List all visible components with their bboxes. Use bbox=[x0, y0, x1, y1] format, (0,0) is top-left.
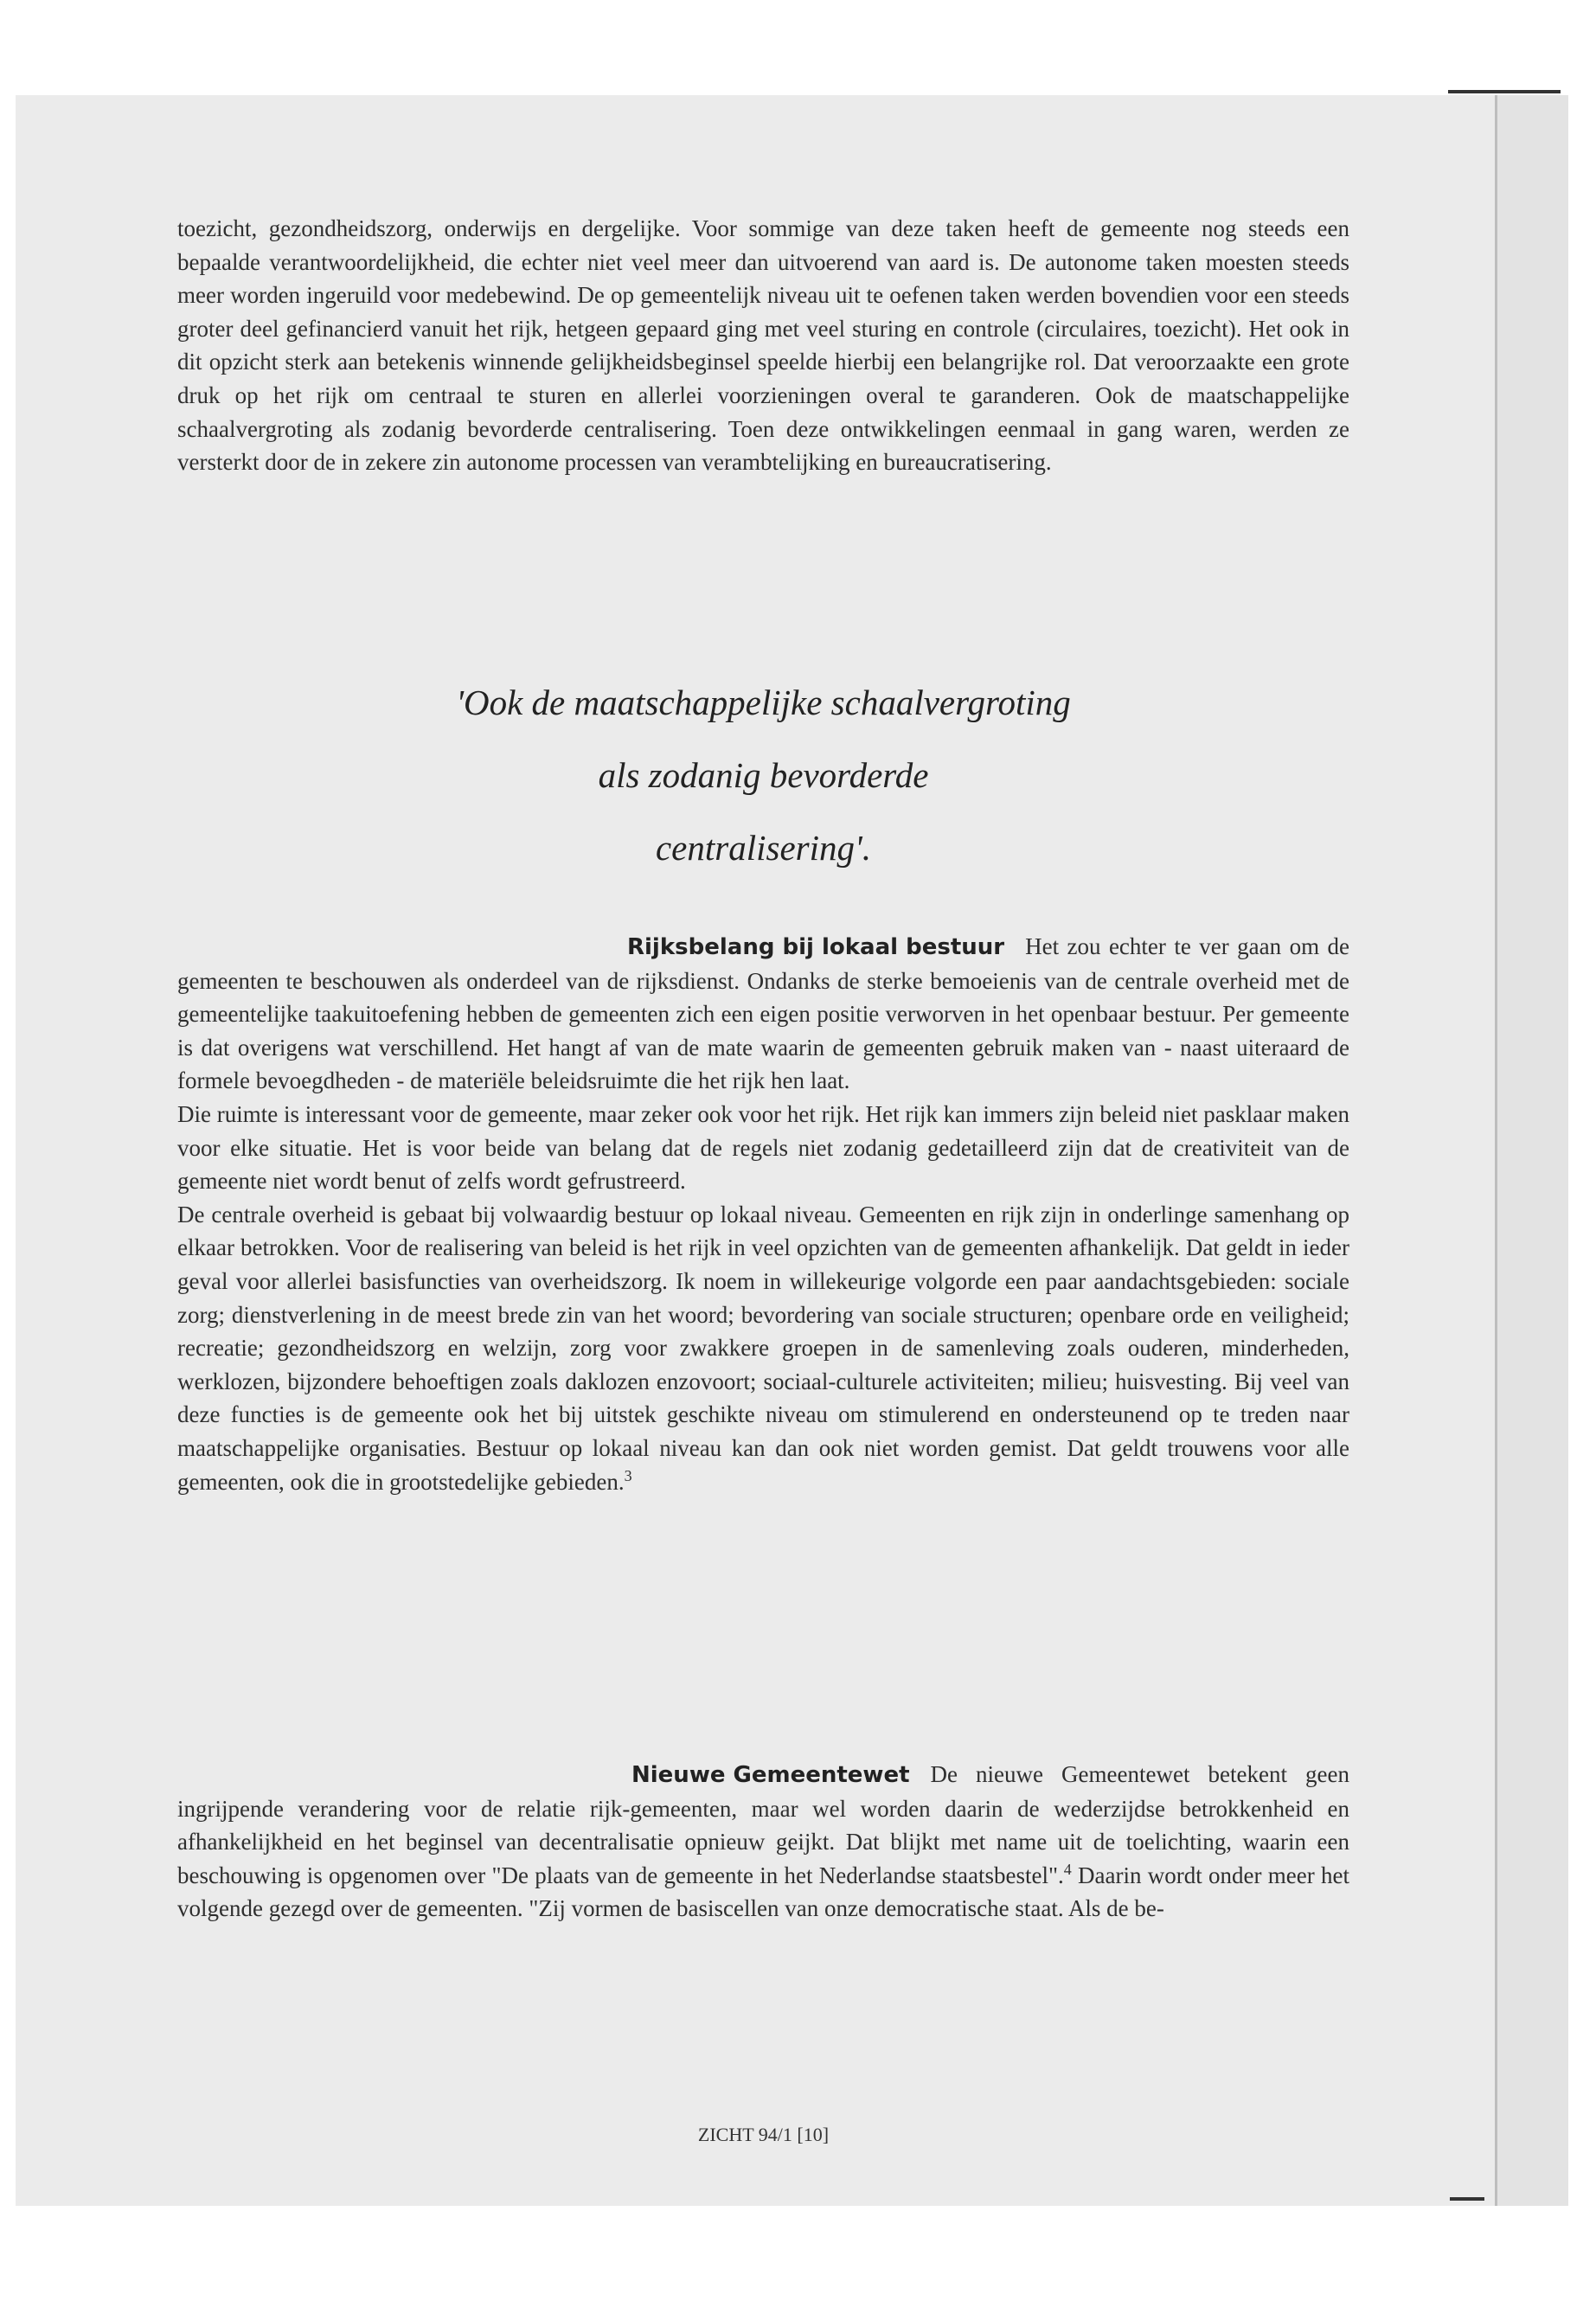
page-edge-mark-bottom bbox=[1450, 2197, 1484, 2201]
section-paragraph: Die ruimte is interessant voor de gemeente, maar zeker ook voor het rijk. Het rijk kan immers zijn beleid niet pasklaar maken voor elke situatie. Het is voor beide van belang dat de regels niet zodanig gedetailleerd zijn dat de creativiteit van de gemeente niet wordt benut of zelfs wordt gefrustreerd. bbox=[177, 1100, 1349, 1195]
pull-quote bbox=[177, 666, 1349, 884]
footnote-reference: 3 bbox=[624, 1466, 632, 1484]
section-paragraph bbox=[177, 930, 1349, 1098]
section-heading: Nieuwe Gemeentewet bbox=[631, 1762, 910, 1788]
section-paragraph-text: Het zou echter te ver gaan om de gemeenten te beschouwen als onderdeel van de rijksdienst. Ondanks de sterke bemoeienis van de centrale overheid met de gemeentelijke taakuitoefening hebben de gemeenten zich een eigen positie verworven in het openbaar bestuur. Per gemeente is dat overigens wat verschillend. Het hangt af van de mate waarin de gemeenten gebruik maken van - naast uiteraard de formele bevoegdheden - de materiële beleidsruimte die het rijk hen laat. bbox=[177, 933, 1349, 1094]
intro-text-block bbox=[177, 212, 1349, 479]
section-paragraph bbox=[177, 1758, 1349, 1926]
section-heading: Rijksbelang bij lokaal bestuur bbox=[627, 934, 1005, 960]
section-paragraph-text: Daarin wordt onder meer het volgende gezegd over de gemeenten. "Zij vormen de basiscellen van onze democratische staat. Als de be- bbox=[177, 1862, 1349, 1922]
section-paragraph-text: De nieuwe Gemeentewet betekent geen ingrijpende verandering voor de relatie rijk-gemeenten, maar wel worden daarin de wederzijdse betrokkenheid en afhankelijkheid en het beginsel van decentralisatie opnieuw geijkt. Dat blijkt met name uit de toelichting, waarin een beschouwing is opgenomen over "De plaats van de gemeente in het Nederlandse staatsbestel". bbox=[177, 1761, 1349, 1888]
footnote-reference: 4 bbox=[1063, 1860, 1072, 1878]
section-nieuwe-gemeentewet bbox=[177, 1758, 1349, 1926]
pull-quote-line-2: als zodanig bevorderde bbox=[598, 755, 929, 795]
page-edge-mark-top bbox=[1448, 90, 1561, 93]
section-paragraph bbox=[177, 1198, 1349, 1498]
section-paragraph-text: De centrale overheid is gebaat bij volwaardig bestuur op lokaal niveau. Gemeenten en rijk zijn in onderlinge samenhang op elkaar betrokken. Voor de realisering van beleid is het rijk in veel opzichten van de gemeenten afhankelijk. Dat geldt in ieder geval voor allerlei basisfuncties van overheidszorg. Ik noem in willekeurige volgorde een paar aandachtsgebieden: sociale zorg; dienstverlening in de meest brede zin van het woord; bevordering van sociale structuren; openbare orde en veiligheid; recreatie; gezondheidszorg en welzijn, zorg voor zwakkere groepen in de samenleving zoals ouderen, minderheden, werklozen, bijzondere behoeftigen zoals daklozen enzovoort; sociaal-culturele activiteiten; milieu; huisvesting. Bij veel van deze functies is de gemeente ook het bij uitstek geschikte niveau om stimulerend en ondersteunend op te treden naar maatschappelijke organisaties. Bestuur op lokaal niveau kan dan ook niet worden gemist. Dat geldt trouwens voor alle gemeenten, ook die in grootstedelijke gebieden. bbox=[177, 1201, 1349, 1495]
next-page-edge bbox=[1495, 95, 1568, 2206]
pull-quote-line-3: centralisering'. bbox=[655, 828, 872, 868]
page-footer: ZICHT 94/1 [10] bbox=[697, 2124, 830, 2145]
section-rijksbelang bbox=[177, 930, 1349, 1498]
pull-quote-line-1: 'Ook de maatschappelijke schaalvergroting bbox=[456, 683, 1071, 722]
intro-paragraph: toezicht, gezondheidszorg, onderwijs en dergelijke. Voor sommige van deze taken heeft de gemeente nog steeds een bepaalde verantwoordelijkheid, die echter niet veel meer dan uitvoerend van aard is. De autonome taken moesten steeds meer worden ingeruild voor medebewind. De op gemeentelijk niveau uit te oefenen taken werden bovendien voor een steeds groter deel gefinancierd vanuit het rijk, hetgeen gepaard ging met veel sturing en controle (circulaires, toezicht). Het ook in dit opzicht sterk aan betekenis winnende gelijkheidsbeginsel speelde hierbij een belangrijke rol. Dat veroorzaakte een grote druk op het rijk om centraal te sturen en allerlei voorzieningen overal te garanderen. Ook de maatschappelijke schaalvergroting als zodanig bevorderde centralisering. Toen deze ontwikkelingen eenmaal in gang waren, werden ze versterkt door de in zekere zin autonome processen van verambtelijking en bureaucratisering. bbox=[177, 215, 1349, 476]
